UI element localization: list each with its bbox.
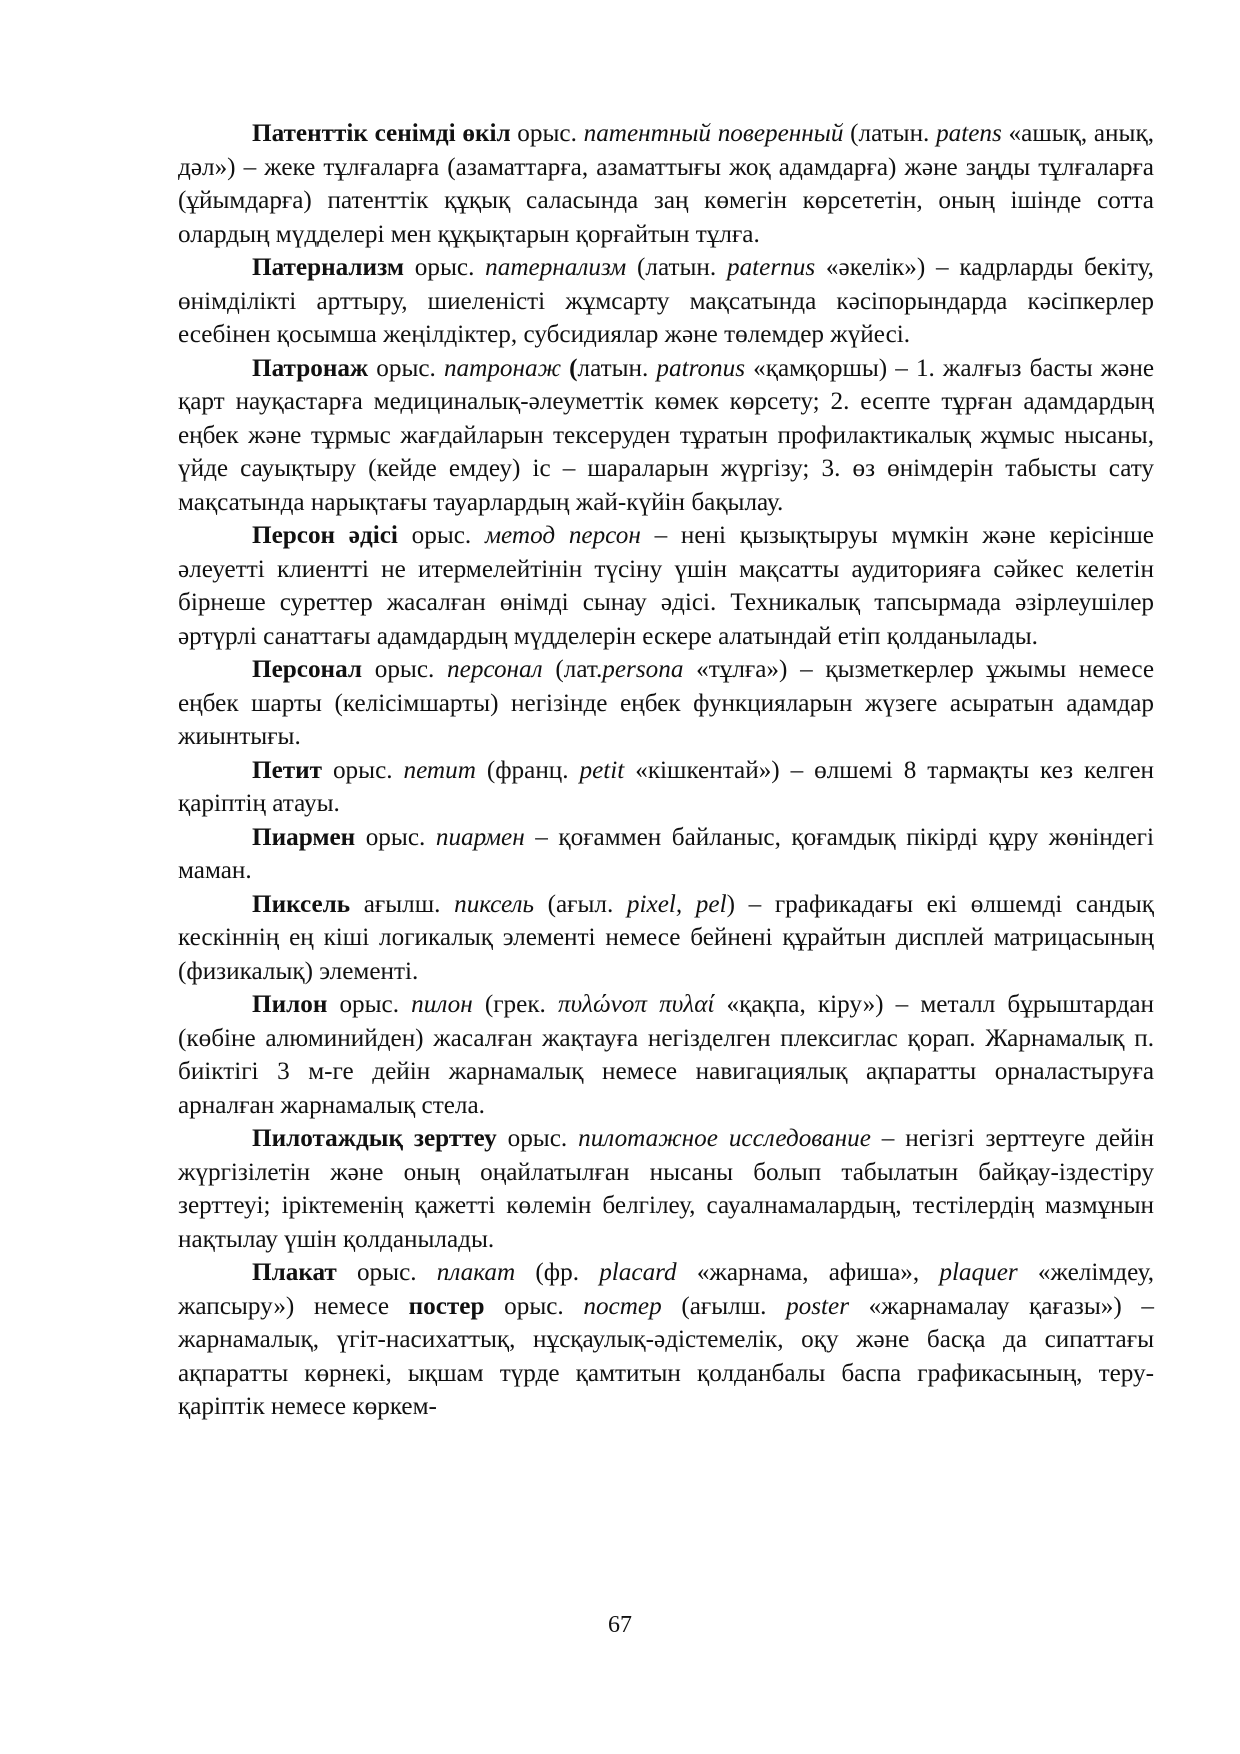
entry-text: «жарнамалау қағазы») – жарнамалық, үгіт-насихаттық, нұсқаулық-әдістемелік, оқу және басқа да сипаттағы ақпаратты көрнекі, ықшам түрде қамтитын қолданбалы баспа графикасының, теру-қаріптік немесе көркем- — [178, 1292, 1154, 1420]
entry-translation: пиксель — [454, 890, 534, 918]
entry-translation: постер — [583, 1292, 662, 1320]
entry-text: «жарнама, афиша», — [676, 1259, 940, 1286]
entry-term: Патронаж — [252, 354, 369, 382]
entry-text: «әкелік») – кадрларды бекіту, өнімділікті арттыру, шиеленісті жұмсарту мақсатында кәсіпорындарда кәсіпкерлер есебінен қосымша жеңілдіктер, субсидиялар және төлемдер жүйесі. — [178, 254, 1154, 348]
entry-term: Патернализм — [252, 254, 404, 281]
entry-etymology: plaquer — [939, 1259, 1018, 1286]
entry-term: Плакат — [252, 1259, 337, 1286]
entry-text: «тұлға») – қызметкерлер ұжымы немесе еңбек шарты (келісімшарты) негізінде еңбек функцияларын жүзеге асыратын адамдар жиынтығы. — [178, 656, 1154, 750]
entry-text: ағылш. — [350, 890, 455, 918]
entry-term: Пилотаждық зерттеу — [252, 1125, 497, 1152]
glossary-entry — [178, 888, 1154, 989]
entry-etymology: pixel, pel — [626, 890, 727, 918]
entry-term: Пилон — [252, 991, 328, 1018]
entry-text: – қоғаммен байланыс, қоғамдық пікірді құру жөніндегі маман. — [178, 823, 1155, 884]
entry-text: ) – графикадағы екі өлшемді сандық кескіннің ең кіші логикалық элементі немесе бейнені құрайтын дисплей матрицасының (физикалық) элементі. — [178, 890, 1154, 985]
glossary-entry — [178, 1122, 1154, 1256]
entry-text: (франц. — [475, 756, 580, 784]
entry-term: Пиармен — [252, 823, 356, 851]
document-body — [178, 117, 1154, 1424]
entry-etymology: persona — [602, 656, 684, 683]
entry-term: Персонал — [252, 656, 363, 683]
entry-text: «ашық, анық, дәл») – жеке тұлғаларға (азаматтарға, азаматтығы жоқ адамдарға) және заңды тұлғаларға (ұйымдарға) патенттік құқық саласында заң көмегін көрсететін, оның ішінде сотта олардың мүдделері мен құқықтарын қорғайтын тұлға. — [178, 120, 1154, 248]
entry-translation: патентный поверенный — [583, 120, 844, 147]
entry-text: – негізгі зерттеуге дейін жүргізілетін және оның оңайлатылған нысаны болып табылатын байқау-іздестіру зерттеуі; іріктеменің қажетті көлемін белгілеу, сауалнамалардың, тестілердің мазмұнын нақтылау үшін қолданылады. — [178, 1125, 1155, 1253]
entry-text: (лат. — [542, 656, 603, 683]
entry-text: «қамқоршы) – 1. жалғыз басты және қарт науқастарға медициналық-әлеуметтік көмек көрсету; 2. есепте тұрған адамдардың еңбек және тұрмыс жағдайларын тексеруден тұратын профилактикалық жұмыс нысаны, үйде сауықтыру (кейде емдеу) іс – шараларын жүргізу; 3. өз өнімдерін табысты сату мақсатында нарықтағы тауарлардың жай-күйін бақылау. — [178, 354, 1154, 516]
entry-term: Патенттік сенімді өкіл — [252, 120, 511, 147]
entry-text: орыс. — [336, 1259, 437, 1286]
entry-text: «желімдеу, жапсыру») немесе — [178, 1259, 1154, 1320]
entry-text: орыс. — [496, 1125, 579, 1152]
entry-translation: патронаж — [443, 354, 562, 382]
glossary-entry — [178, 988, 1154, 1122]
entry-etymology: petit — [579, 756, 625, 784]
entry-translation: персонал — [447, 656, 543, 683]
entry-text: орыс. — [484, 1292, 584, 1320]
entry-etymology: πυλώνοπ πυλαί — [557, 991, 715, 1018]
entry-text: «кішкентай») – өлшемі 8 тармақты кез келген қаріптің атауы. — [178, 756, 1154, 817]
entry-translation: пилотажное исследование — [578, 1125, 871, 1152]
entry-etymology: placard — [599, 1259, 677, 1286]
entry-term-synonym: постер — [408, 1292, 485, 1320]
glossary-entry — [178, 754, 1154, 821]
entry-etymology: patronus — [656, 354, 746, 382]
entry-text: «қақпа, кіру») – металл бұрыштардан (көбіне алюминийден) жасалған жақтауға негізделген плексиглас қорап. Жарнамалық п. биіктігі 3 м-ге дейін жарнамалық немесе навигациялық ақпаратты орналастыруға арналған жарнамалық стела. — [178, 991, 1154, 1119]
entry-translation: петит — [403, 756, 476, 784]
entry-text: орыс. — [397, 522, 485, 549]
entry-translation: пилон — [411, 991, 473, 1018]
entry-term: Пиксель — [252, 890, 351, 918]
entry-text: (грек. — [472, 991, 558, 1018]
entry-text: (латын. — [843, 120, 937, 147]
entry-text: (фр. — [515, 1259, 600, 1286]
entry-etymology: patens — [936, 120, 1002, 147]
entry-text: орыс. — [362, 656, 448, 683]
entry-etymology: poster — [786, 1292, 850, 1320]
page-number: 67 — [608, 1612, 632, 1638]
entry-text: (латын. — [626, 254, 727, 281]
entry-text: орыс. — [355, 823, 436, 851]
glossary-entry — [178, 653, 1154, 754]
entry-term: Петит — [252, 756, 323, 784]
entry-text: (ағылш. — [661, 1292, 787, 1320]
glossary-entry — [178, 821, 1154, 888]
glossary-entry — [178, 117, 1154, 251]
entry-text: – нені қызықтыруы мүмкін және керісінше әлеуетті клиентті не итермелейтінін түсіну үшін мақсатты аудиторияға сәйкес келетін бірнеше суреттер жасалған өнімді сынау әдісі. Техникалық тапсырмада әзірлеушілер әртүрлі санаттағы адамдардың мүдделерін ескере алатындай етіп қолданылады. — [178, 522, 1154, 650]
entry-translation: пиармен — [435, 823, 525, 851]
entry-translation: плакат — [436, 1259, 516, 1286]
entry-text: орыс. — [322, 756, 404, 784]
entry-text: латын. — [577, 354, 657, 382]
glossary-entry — [178, 519, 1154, 653]
entry-etymology: paternus — [726, 254, 816, 281]
entry-term: Персон әдісі — [252, 522, 398, 549]
glossary-entry — [178, 1256, 1154, 1424]
entry-text: орыс. — [404, 254, 486, 281]
glossary-entry — [178, 251, 1154, 352]
glossary-entry — [178, 352, 1154, 520]
entry-text: орыс. — [510, 120, 584, 147]
entry-bracket: ( — [561, 354, 578, 382]
entry-translation: метод персон — [484, 522, 641, 549]
entry-text: (ағыл. — [533, 890, 627, 918]
entry-text: орыс. — [368, 354, 444, 382]
entry-text: орыс. — [327, 991, 412, 1018]
entry-translation: патернализм — [485, 254, 627, 281]
